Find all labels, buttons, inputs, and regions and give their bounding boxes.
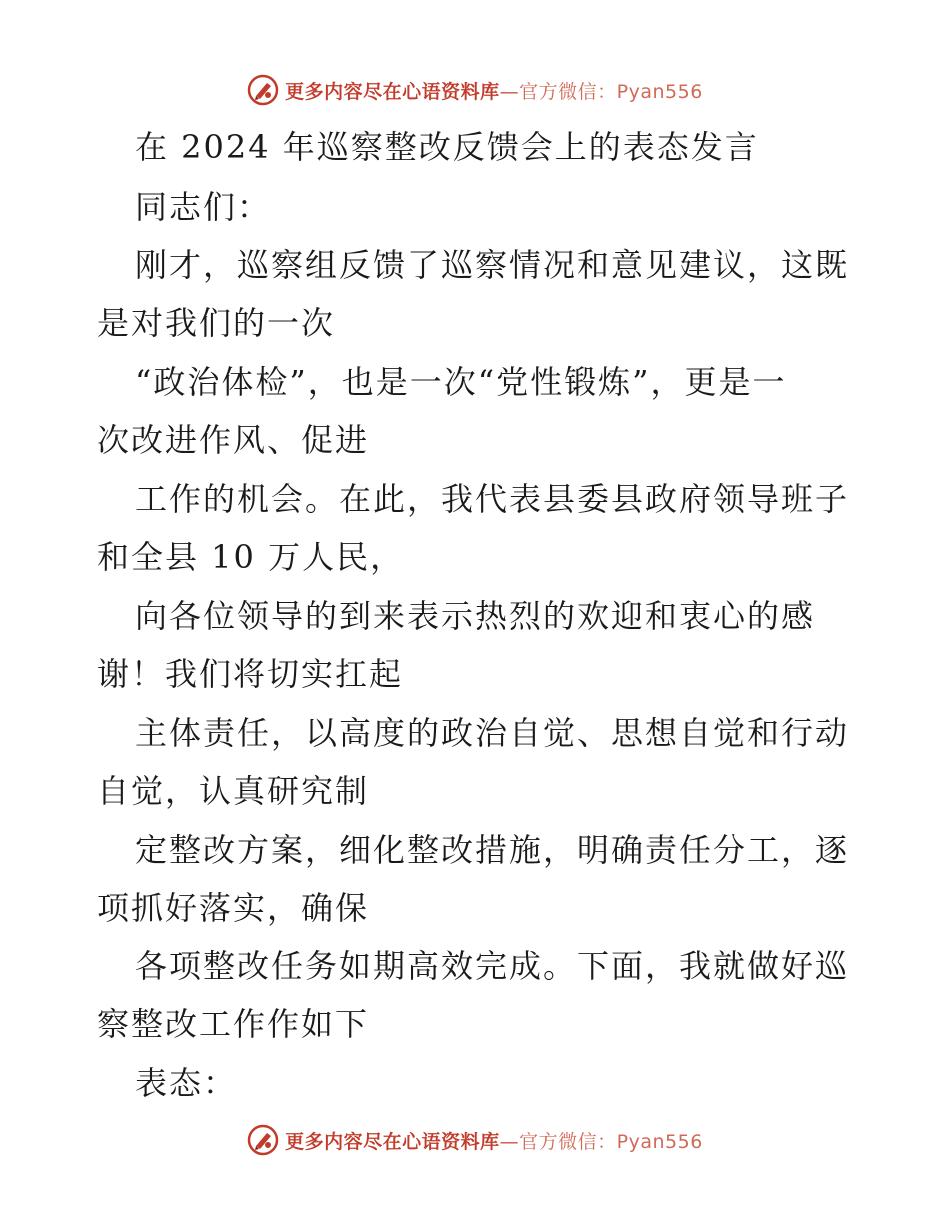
watermark-text bbox=[285, 1127, 703, 1154]
watermark-brand: 更多内容尽在心语资料库 bbox=[285, 1130, 500, 1153]
paragraph-line: 同志们： bbox=[135, 188, 272, 226]
paragraph-line: 自觉，认真研究制 bbox=[97, 772, 370, 810]
watermark-brand: 更多内容尽在心语资料库 bbox=[285, 80, 500, 103]
paragraph-line: 工作的机会。在此，我代表县委县政府领导班子 bbox=[135, 480, 850, 518]
paragraph-line: “政治体检”，也是一次“党性锻炼”，更是一 bbox=[135, 363, 787, 401]
paragraph-line: 主体责任，以高度的政治自觉、思想自觉和行动 bbox=[135, 714, 850, 752]
document-title: 在 2024 年巡察整改反馈会上的表态发言 bbox=[135, 128, 759, 166]
paragraph-line: 是对我们的一次 bbox=[97, 304, 336, 342]
paragraph-line: 和全县 10 万人民， bbox=[97, 538, 405, 576]
paragraph-line: 谢！我们将切实扛起 bbox=[97, 655, 404, 693]
paragraph-line: 表态： bbox=[135, 1064, 238, 1102]
paragraph-line: 次改进作风、促进 bbox=[97, 421, 370, 459]
watermark-separator: — bbox=[499, 80, 520, 103]
watermark-account: 官方微信：Pyan556 bbox=[519, 1130, 703, 1153]
watermark-separator: — bbox=[499, 1130, 520, 1153]
brand-logo-icon bbox=[247, 74, 279, 106]
header-watermark bbox=[0, 70, 950, 110]
brand-logo-icon bbox=[247, 1124, 279, 1156]
paragraph-line: 项抓好落实，确保 bbox=[97, 889, 370, 927]
paragraph-line: 定整改方案，细化整改措施，明确责任分工，逐 bbox=[135, 831, 850, 869]
paragraph-line: 察整改工作作如下 bbox=[97, 1005, 370, 1043]
paragraph-line: 向各位领导的到来表示热烈的欢迎和衷心的感 bbox=[135, 597, 816, 635]
paragraph-line: 刚才，巡察组反馈了巡察情况和意见建议，这既 bbox=[135, 246, 850, 284]
watermark-text bbox=[285, 77, 703, 104]
footer-watermark bbox=[0, 1120, 950, 1160]
paragraph-line: 各项整改任务如期高效完成。下面，我就做好巡 bbox=[135, 947, 850, 985]
watermark-account: 官方微信：Pyan556 bbox=[519, 80, 703, 103]
